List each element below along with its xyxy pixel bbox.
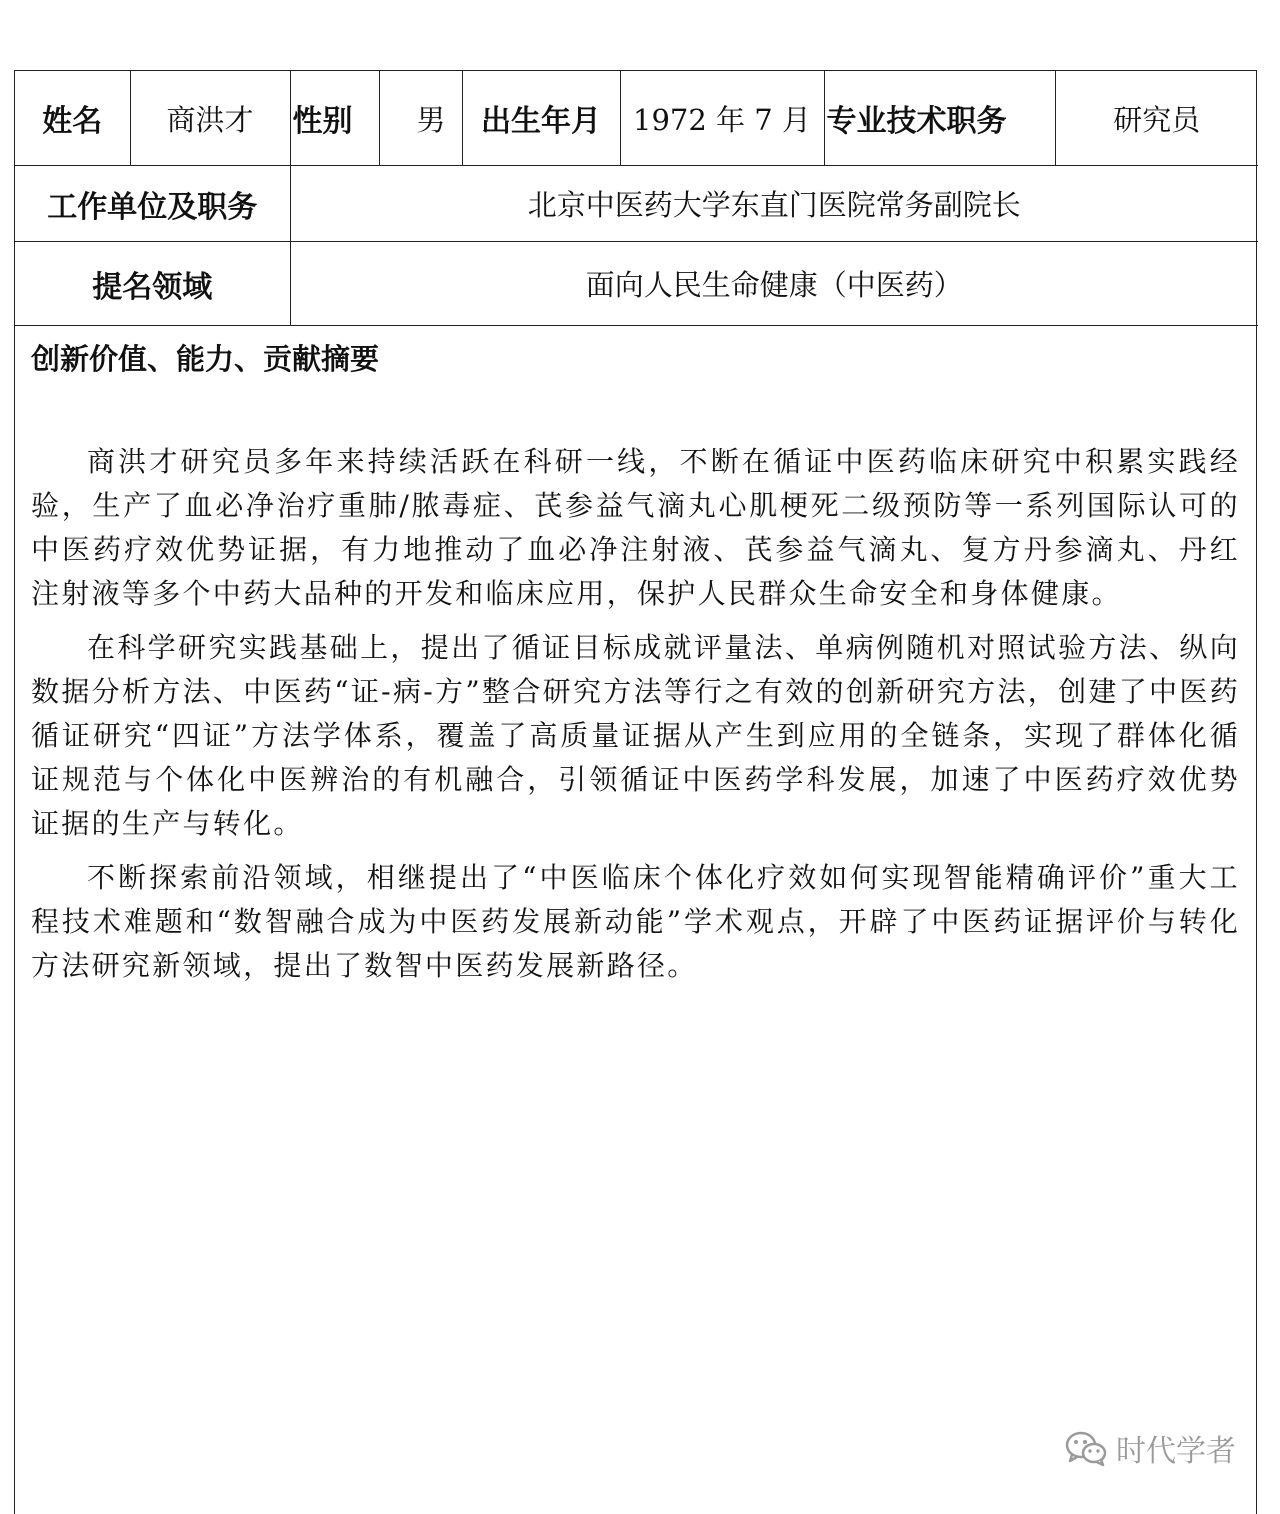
summary-paragraph-3: 不断探索前沿领域，相继提出了“中医临床个体化疗效如何实现智能精确评价”重大工程技术难题和“数智融合成为中医药发展新动能”学术观点，开辟了中医药证据评价与转化方法研究新领域，提出了数智中医药发展新路径。 <box>31 861 1240 982</box>
wechat-icon <box>1064 1429 1108 1467</box>
field-value: 面向人民生命健康（中医药） <box>290 242 1258 326</box>
summary-paragraph-1: 商洪才研究员多年来持续活跃在科研一线，不断在循证中医药临床研究中积累实践经验，生产了血必净治疗重肺/脓毒症、芪参益气滴丸心肌梗死二级预防等一系列国际认可的中医药疗效优势证据，有力地推动了血必净注射液、芪参益气滴丸、复方丹参滴丸、丹红注射液等多个中药大品种的开发和临床应用，保护人民群众生命安全和身体健康。 <box>31 445 1240 610</box>
birth-label: 出生年月 <box>462 71 620 166</box>
summary-heading: 创新价值、能力、贡献摘要 <box>31 342 380 376</box>
gender-value: 男 <box>379 71 462 166</box>
watermark <box>1064 1426 1236 1470</box>
info-table <box>15 71 1258 326</box>
summary-paragraph-2: 在科学研究实践基础上，提出了循证目标成就评量法、单病例随机对照试验方法、纵向数据分析方法、中医药“证-病-方”整合研究方法等行之有效的创新研究方法，创建了中医药循证研究“四证”方法学体系，覆盖了高质量证据从产生到应用的全链条，实现了群体化循证规范与个体化中医辨治的有机融合，引领循证中医药学科发展，加速了中医药疗效优势证据的生产与转化。 <box>31 631 1240 840</box>
summary-section <box>15 326 1256 988</box>
title-value: 研究员 <box>1055 71 1258 166</box>
nomination-form <box>14 70 1257 1514</box>
work-value: 北京中医药大学东直门医院常务副院长 <box>290 166 1258 242</box>
basic-info-row <box>15 71 1258 166</box>
work-label: 工作单位及职务 <box>15 166 290 242</box>
title-label: 专业技术职务 <box>824 71 1055 166</box>
name-value: 商洪才 <box>130 71 290 166</box>
field-label: 提名领域 <box>15 242 290 326</box>
work-row <box>15 166 1258 242</box>
birth-value: 1972 年 7 月 <box>620 71 824 166</box>
name-label: 姓名 <box>15 71 130 166</box>
watermark-text: 时代学者 <box>1116 1434 1236 1469</box>
gender-label: 性别 <box>290 71 379 166</box>
field-row <box>15 242 1258 326</box>
